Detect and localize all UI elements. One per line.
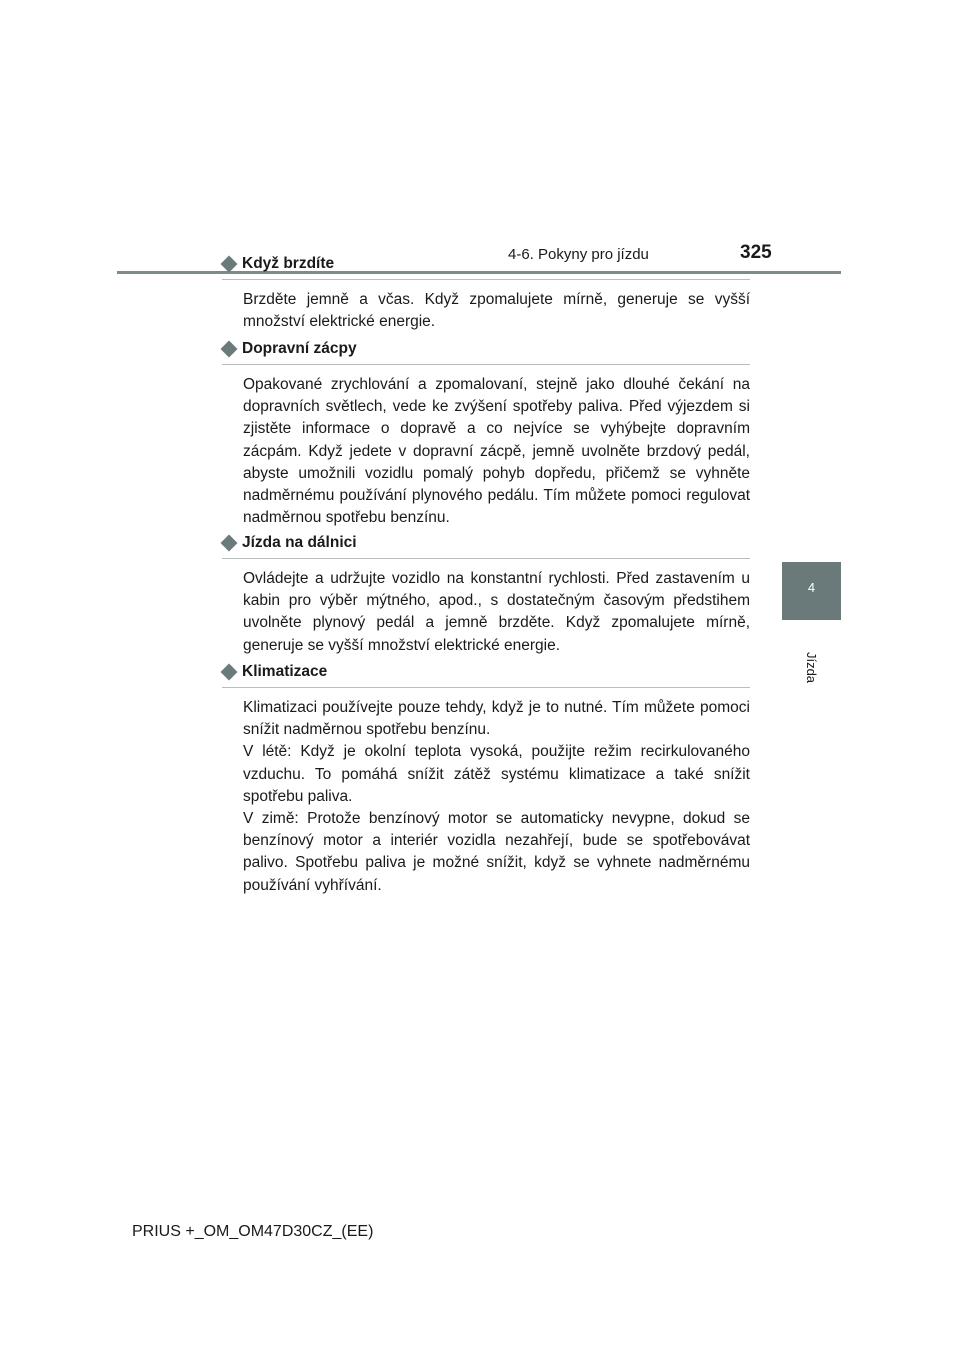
document-code: PRIUS +_OM_OM47D30CZ_(EE) (132, 1223, 374, 1240)
section-body (243, 697, 750, 897)
section-header: 4-6. Pokyny pro jízdu (508, 246, 649, 263)
section-body (243, 289, 750, 333)
section-rule (222, 279, 750, 280)
page-number: 325 (740, 242, 772, 263)
paragraph: V létě: Když je okolní teplota vysoká, použijte režim recirkulovaného vzduchu. To pomáhá snížit zátěž systému klimatizace a také snížit spotřebu paliva. (243, 743, 750, 805)
section-heading (222, 660, 750, 684)
section-body (243, 568, 750, 657)
diamond-bullet-icon (221, 664, 238, 681)
chapter-label (782, 652, 841, 682)
chapter-label-text: Jízda (803, 651, 819, 683)
diamond-bullet-icon (221, 535, 238, 552)
section-title: Jízda na dálnici (242, 534, 357, 551)
section-braking (222, 252, 750, 333)
diamond-bullet-icon (221, 256, 238, 273)
section-title: Klimatizace (242, 663, 328, 680)
paragraph: Ovládejte a udržujte vozidlo na konstantní rychlosti. Před zastavením u kabin pro výběr mýtného, apod., s dostatečným časovým předstihem uvolněte plynový pedál a jemně brzděte. Když zpomalujete mírně, generuje se vyšší množství elektrické energie. (243, 570, 750, 654)
paragraph: Brzděte jemně a včas. Když zpomalujete mírně, generuje se vyšší množství elektrické energie. (243, 291, 750, 331)
diamond-bullet-icon (221, 341, 238, 358)
section-air-conditioning (222, 660, 750, 897)
section-body (243, 374, 750, 529)
section-rule (222, 364, 750, 365)
section-heading (222, 337, 750, 361)
section-title: Dopravní zácpy (242, 340, 357, 357)
section-heading (222, 531, 750, 555)
paragraph: Klimatizaci používejte pouze tehdy, když je to nutné. Tím můžete pomoci snížit nadměrnou spotřebu benzínu. (243, 699, 750, 739)
paragraph: Opakované zrychlování a zpomalovaní, stejně jako dlouhé čekání na dopravních světlech, vede ke zvýšení spotřeby paliva. Před výjezdem si zjistěte informace o dopravě a co nejvíce se vyhýbejte dopravním zácpám. Když jedete v dopravní zácpě, jemně uvolněte brzdový pedál, abyste umožnili vozidlu pomalý pohyb dopředu, přičemž se vyhněte nadměrnému používání plynového pedálu. Tím můžete pomoci regulovat nadměrnou spotřebu benzínu. (243, 376, 750, 527)
section-traffic-jams (222, 337, 750, 529)
chapter-tab (782, 562, 841, 620)
section-rule (222, 687, 750, 688)
chapter-number: 4 (807, 580, 816, 595)
section-highway (222, 531, 750, 657)
paragraph: V zimě: Protože benzínový motor se automaticky nevypne, dokud se benzínový motor a interiér vozidla nezahřejí, bude se spotřebovávat palivo. Spotřebu paliva je možné snížit, když se vyhnete nadměrnému používání vyhřívání. (243, 810, 750, 894)
section-title: Když brzdíte (242, 255, 335, 272)
section-rule (222, 558, 750, 559)
section-heading (222, 252, 750, 276)
